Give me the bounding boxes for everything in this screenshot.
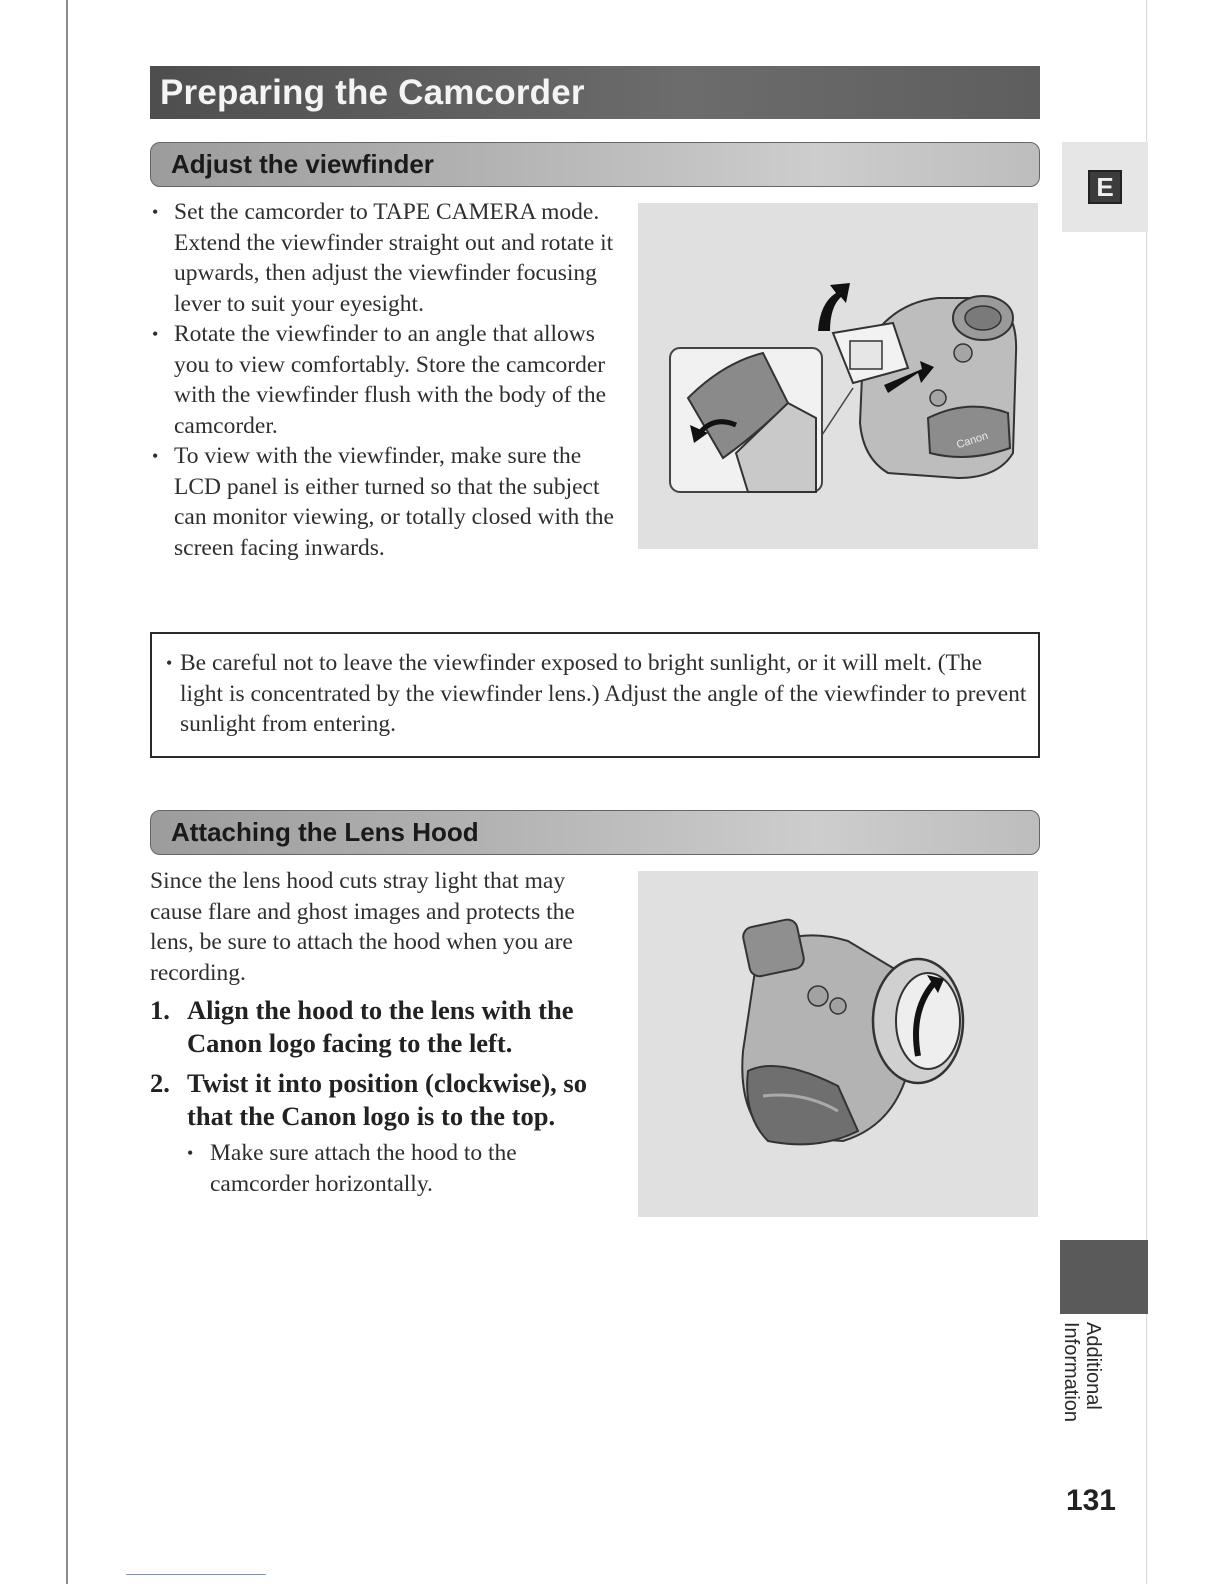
step-text: Twist it into position (clockwise), so that the Canon logo is to the top. [187,1068,587,1131]
page-edge [66,0,68,1584]
svg-text:Canon: Canon [955,429,990,452]
list-item: • Rotate the viewfinder to an angle that allows you to view comfortably. Store the camcorder with the viewfinder flush with the body of the camcorder. [150,319,620,441]
step-item [150,994,620,1059]
page-number: 131 [1065,1484,1116,1517]
side-label-line2: Information [1060,1322,1082,1423]
viewfinder-instructions [150,197,620,563]
step-number: 2. [150,1068,170,1098]
section-heading-text: Attaching the Lens Hood [171,817,479,847]
section-tab-letter: E [1088,170,1122,204]
caution-text: • Be careful not to leave the viewfinder exposed to bright sunlight, or it will melt. (The light is concentrated by the viewfinder lens.) Adjust the angle of the viewfinder to prevent sunlight from entering. [166,648,1028,740]
side-tab-marker [1060,1240,1148,1314]
lens-hood-intro: Since the lens hood cuts stray light that may cause flare and ghost images and protects the lens, be sure to attach the hood when you are recording. [150,868,575,986]
lens-hood-steps [150,994,620,1199]
section-heading-text: Adjust the viewfinder [171,149,434,179]
step-number: 1. [150,995,170,1025]
list-item: • Set the camcorder to TAPE CAMERA mode. Extend the viewfinder straight out and rotate it upwards, then adjust the viewfinder focusing lever to suit your eyesight. [150,197,620,319]
page-title: Preparing the Camcorder [160,72,585,112]
lens-hood-illustration [638,871,1038,1217]
list-item: • To view with the viewfinder, make sure the LCD panel is either turned so that the subject can monitor viewing, or totally closed with the screen facing inwards. [150,441,620,563]
step-note: • Make sure attach the hood to the camcorder horizontally. [150,1138,620,1199]
side-label-line1: Additional [1082,1322,1104,1410]
section-heading-lens-hood [150,810,1040,855]
viewfinder-illustration [638,203,1038,549]
caution-box [150,632,1040,758]
step-text: Align the hood to the lens with the Canon logo facing to the left. [187,995,574,1058]
step-item [150,1067,620,1132]
bottom-line [126,1574,266,1575]
section-tab[interactable] [1062,142,1148,232]
title-bar [150,66,1040,119]
camcorder-viewfinder-drawing [638,203,1038,549]
side-label [1060,1322,1148,1442]
camcorder-lens-hood-drawing [638,871,1038,1217]
section-heading-viewfinder [150,142,1040,187]
